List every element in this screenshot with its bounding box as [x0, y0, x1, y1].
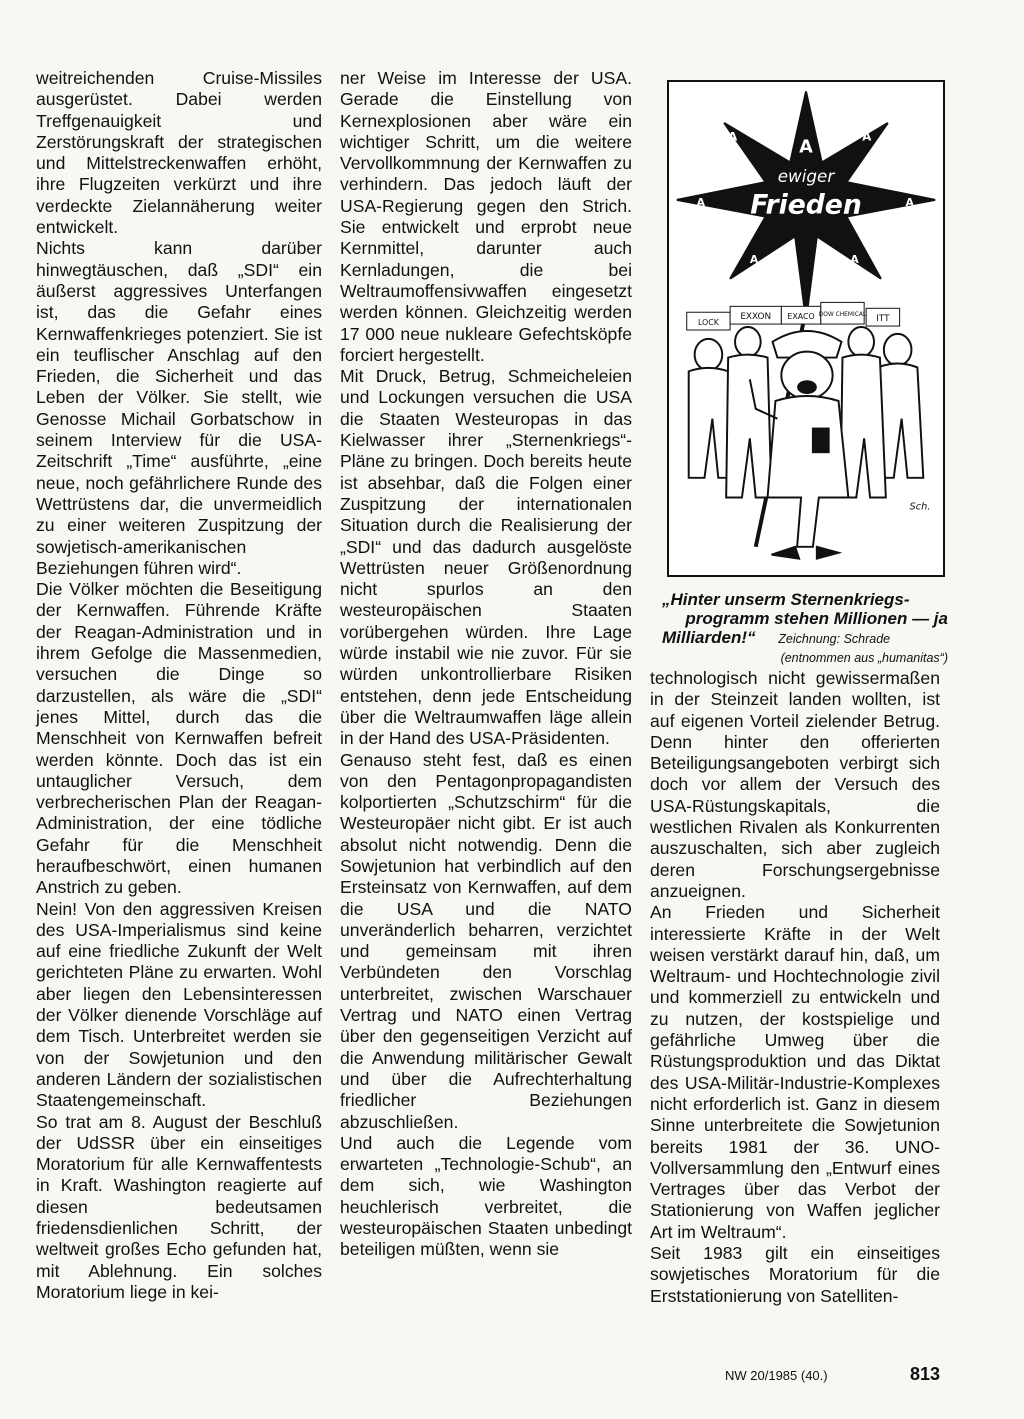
text-column-3	[650, 668, 940, 1307]
cartoon-caption	[662, 590, 948, 668]
paragraph: Mit Druck, Betrug, Schmeicheleien und Lockungen versuchen die USA die Staaten Westeuropas in das Kielwasser ihrer „Sternenkriegs“-Pläne zu bringen. Doch bereits heute ist absehbar, daß die Folgen einer Zuspitzung der internationalen Situation durch die Realisierung der „SDI“ und das dadurch ausgelöste Wettrüsten neuer Größenordnung nicht spurlos an den westeuropäischen Staaten vorübergehen würden. Ihre Lage würde instabil wie nie zuvor. Für sie würden unkontrollierbare Risiken entstehen, denn jede Entscheidung über die Weltraumwaffen läge allein in der Hand des USA-Präsidenten.	[340, 366, 632, 749]
sign-label: EXACO	[787, 312, 815, 322]
issue-info: NW 20/1985 (40.)	[725, 1368, 828, 1383]
star-text-ewiger: ewiger	[777, 166, 835, 187]
page-footer	[725, 1364, 940, 1385]
svg-text:A: A	[862, 129, 872, 144]
caption-line-with-credit	[662, 628, 948, 649]
page-number: 813	[909, 1364, 940, 1384]
caption-line: programm stehen Millionen — ja	[685, 609, 948, 628]
paragraph: ner Weise im Interesse der USA. Gerade die Einstellung von Kernexplosionen aber wäre ein wichtiger Schritt, um die weitere Vervollkommnung der Kernwaffen zu verhindern. Das jedoch läuft der USA-Regierung gegen den Strich. Sie entwickelt und erprobt neue Kernmittel, darunter auch Kernladungen, die bei Weltraumoffensivwaffen eingesetzt werden können. Gleichzeitig werden 17 000 neue nukleare Gefechtsköpfe forciert hergestellt.	[340, 68, 632, 365]
sign-label: DOW CHEMICAL	[818, 312, 867, 319]
text-column-2	[340, 68, 632, 1261]
paragraph: weitreichenden Cruise-Missiles ausgerüstet. Dabei werden Treffgenauigkeit und Zerstörungskraft der strategischen und Mittelstreckenwaffen erhöht, ihre Flugzeiten verkürzt und ihre verdeckte Zielannäherung weiter entwickelt.	[36, 68, 322, 238]
paragraph: Seit 1983 gilt ein einseitiges sowjetisches Moratorium für die Erststationierung von Satelliten-	[650, 1243, 940, 1306]
cartoon-illustration	[667, 80, 945, 577]
paragraph: Nichts kann darüber hinwegtäuschen, daß „SDI“ ein äußerst aggressives Unterfangen ist, das die Gefahr eines Kernwaffenkrieges potenziert. Sie ist ein teuflischer Anschlag auf den Frieden, die Sicherheit und das Leben der Völker. Sie stellt, wie Genosse Michail Gorbatschow in seinem Interview für die USA-Zeitschrift „Time“ ausführte, „eine neue, noch gefährlichere Runde des Wettrüstens dar, die unvermeidlich zu einer weiteren Zuspitzung der sowjetisch-amerikanischen Beziehungen führen wird“.	[36, 238, 322, 578]
paragraph: Und auch die Legende vom erwarteten „Technologie-Schub“, an dem sich, wie Washington heuchlerisch verbreitet, die westeuropäischen Staaten unbedingt beteiligen müßten, wenn sie	[340, 1132, 632, 1260]
svg-text:A: A	[799, 137, 813, 158]
sign-label: ITT	[876, 314, 890, 325]
paragraph: Die Völker möchten die Beseitigung der Kernwaffen. Führende Kräfte der Reagan-Administration und in ihrem Gefolge die Massenmedien, versuchen die Dinge so darzustellen, als wäre die „SDI“ jenes Mittel, durch das die Menschheit von Kernwaffen befreit werden könnte. Doch das ist ein untauglicher Versuch, dem verbrecherischen Plan der Reagan-Administration, der eine tödliche Gefahr für die Menschheit heraufbeschwört, einen humanen Anstrich zu geben.	[36, 579, 322, 898]
paragraph: Nein! Von den aggressiven Kreisen des USA-Imperialismus sind keine auf eine friedliche Zukunft der Welt gerichteten Pläne zu erwarten. Wohl aber liegen den Lebensinteressen der Völker dienende Vorschläge auf dem Tisch. Unterbreitet werden sie von der Sowjetunion und den anderen Ländern der sozialistischen Staatengemeinschaft.	[36, 898, 322, 1111]
caption-line: Milliarden!“	[662, 628, 756, 647]
cartoon-signature: Sch.	[909, 501, 931, 513]
svg-text:A: A	[728, 129, 738, 144]
paragraph: An Frieden und Sicherheit interessierte Kräfte in der Welt weisen verstärkt darauf hin, daß, um Weltraum- und Hochtechnologie zivil und kommerziell zu entwickeln und zu nutzen, der kostspielige und gefährliche Umweg über die Rüstungsproduktion und das Diktat des USA-Militär-Industrie-Komplexes nicht erforderlich ist. Ganz in diesem Sinne unterbreitete die Sowjetunion bereits 1981 der 36. UNO-Vollversammlung den „Entwurf eines Vertrages über das Verbot der Stationierung von Waffen jeglicher Art im Weltraum“.	[650, 902, 940, 1242]
text-column-1	[36, 68, 322, 1303]
paragraph: So trat am 8. August der Beschluß der UdSSR über ein einseitiges Moratorium für alle Kernwaffentests in Kraft. Washington reagierte auf diesen bedeutsamen friedensdienlichen Schritt, der weltweit großes Echo gefunden hat, mit Ablehnung. Ein solches Moratorium liege in kei-	[36, 1111, 322, 1302]
svg-text:A: A	[850, 252, 859, 266]
caption-credit: Zeichnung: Schrade	[778, 632, 891, 646]
svg-text:A: A	[905, 195, 914, 209]
svg-text:A: A	[696, 195, 705, 209]
sign-label: LOCK	[697, 318, 719, 328]
company-signs	[687, 302, 900, 330]
marching-figures	[689, 327, 924, 559]
caption-line: „Hinter unserm Sternenkriegs-	[662, 590, 910, 609]
paragraph: technologisch nicht gewissermaßen in der Steinzeit landen wollten, ist auf eigenen Vorteil zielender Betrug. Denn hinter den offerierten Beteiligungsangeboten verbirgt sich doch vor allem der Versuch des USA-Rüstungskapitals, die westlichen Rivalen als Konkurrenten auszuschalten, sich aber zugleich deren Forschungsergebnisse anzueignen.	[650, 668, 940, 901]
paragraph: Genauso steht fest, daß es einen von den Pentagonpropagandisten kolportierten „Schutzschirm“ für die Westeuropäer nicht gibt. Er ist auch absolut nicht notwendig. Denn die Sowjetunion hat verbindlich auf den Ersteinsatz von Kernwaffen, auf dem die USA und die NATO unveränderlich beharren, verzichtet und gemeinsam mit ihren Verbündeten den Vorschlag unterbreitet, zwischen Warschauer Vertrag und NATO einen Vertrag über den gegenseitigen Verzicht auf die Anwendung militärischer Gewalt und über die Aufrechterhaltung friedlicher Beziehungen abzuschließen.	[340, 749, 632, 1132]
sign-label: EXXON	[740, 312, 772, 323]
star-text-frieden: Frieden	[750, 189, 862, 221]
svg-text:A: A	[749, 252, 759, 266]
caption-source: (entnommen aus „humanitas“)	[780, 651, 948, 665]
